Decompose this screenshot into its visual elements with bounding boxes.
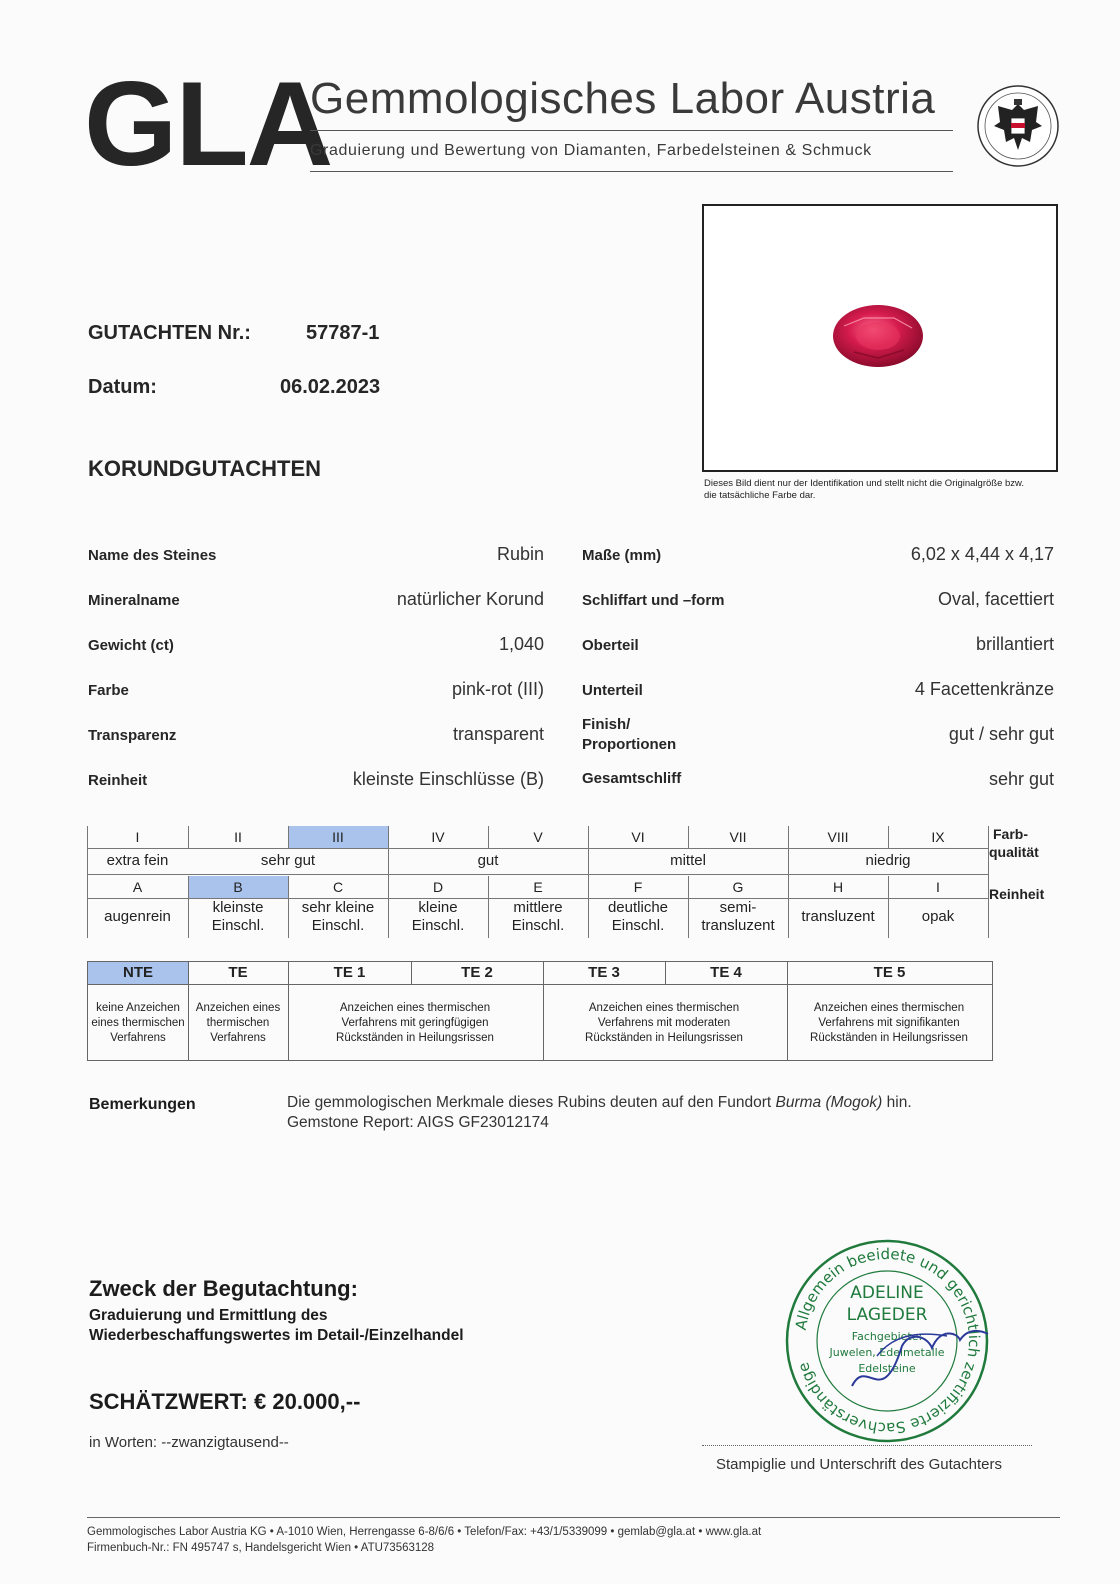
clarity-desc-line: opak — [921, 908, 955, 925]
ruby-gem-image — [704, 206, 1056, 470]
grid-line — [488, 826, 489, 848]
prop-label-mineral: Mineralname — [88, 592, 180, 609]
clarity-desc-cell — [87, 908, 188, 926]
valuation-amount: € 20.000,-- — [254, 1389, 361, 1414]
grid-line — [787, 962, 788, 1060]
valuation-label: SCHÄTZWERT: — [89, 1389, 248, 1414]
remarks-text: Die gemmologischen Merkmale dieses Rubins deuten auf den Fundort — [287, 1094, 776, 1111]
clarity-desc-line: deutliche — [607, 899, 669, 916]
treatment-desc-te5: Anzeichen eines thermischen Verfahrens mit signifikanten Rückständen in Heilungsrissen — [810, 1001, 968, 1044]
lab-subtitle: Graduierung und Bewertung von Diamanten, Farbedelsteinen & Schmuck — [310, 142, 872, 159]
report-date: 06.02.2023 — [280, 376, 381, 398]
treatment-header: TE 4 — [710, 964, 742, 981]
expert-stamp-icon — [782, 1236, 992, 1446]
prop-label-crown: Oberteil — [582, 637, 639, 654]
photo-caption: Dieses Bild dient nur der Identifikation und stellt nicht die Originalgröße bzw. die tatsächliche Farbe dar. — [704, 478, 1025, 501]
signature-line — [702, 1445, 1032, 1446]
stamp-name-1: ADELINE — [850, 1283, 924, 1303]
footer-rule — [87, 1517, 1060, 1518]
color-group-cell: extra fein — [106, 852, 169, 869]
prop-label-transparency: Transparenz — [88, 727, 177, 744]
grid-line — [488, 876, 489, 938]
clarity-desc-line: Einschl. — [411, 917, 465, 934]
clarity-desc-line: Einschl. — [311, 917, 365, 934]
prop-value-weight: 1,040 — [498, 634, 544, 654]
color-grade-cell-selected: III — [288, 826, 388, 848]
clarity-desc-cell — [388, 899, 488, 935]
treatment-desc-te: Anzeichen eines thermischen Verfahrens — [195, 1001, 281, 1044]
prop-value-transparency: transparent — [452, 724, 544, 744]
grid-line — [288, 876, 289, 938]
color-group-cell: sehr gut — [260, 852, 316, 869]
grid-line — [288, 826, 289, 848]
stamp-ring-text: Allgemein beeidete und gerichtlich zertifizierte Sachverständige — [791, 1244, 984, 1438]
clarity-grade-cell: F — [633, 879, 643, 895]
footer-line-2: Firmenbuch-Nr.: FN 495747 s, Handelsgericht Wien • ATU73563128 — [87, 1542, 435, 1554]
gla-logo: GLA — [84, 57, 332, 191]
grid-line — [188, 876, 189, 938]
report-number: 57787-1 — [306, 322, 380, 344]
clarity-desc-line: kleinste — [212, 899, 264, 916]
report-number-label: GUTACHTEN Nr.: — [88, 322, 251, 344]
grid-line — [87, 848, 988, 849]
grid-line — [87, 898, 988, 899]
prop-value-overall: sehr gut — [988, 769, 1054, 789]
report-date-label: Datum: — [88, 376, 157, 398]
purpose-line-2: Wiederbeschaffungswertes im Detail-/Einzelhandel — [89, 1327, 464, 1344]
clarity-desc-cell — [588, 899, 688, 935]
clarity-desc-cell — [288, 899, 388, 935]
prop-value-dimensions: 6,02 x 4,44 x 4,17 — [910, 544, 1054, 564]
treatment-desc-te1-te2: Anzeichen eines thermischen Verfahrens mit geringfügigen Rückständen in Heilungsrissen — [336, 1001, 494, 1044]
clarity-desc-cell — [788, 908, 888, 926]
color-group-cell: gut — [477, 852, 499, 869]
signature-caption: Stampiglie und Unterschrift des Gutachters — [716, 1456, 1002, 1473]
grid-line — [388, 826, 389, 938]
clarity-desc-line: Einschl. — [511, 917, 565, 934]
clarity-desc-cell — [888, 908, 988, 926]
clarity-desc-line: transluzent — [801, 908, 875, 925]
color-grade-cell: IX — [931, 829, 945, 845]
treatment-header: TE 2 — [461, 964, 493, 981]
stamp-line-5: Edelsteine — [858, 1362, 916, 1375]
color-grade-cell: I — [135, 829, 140, 845]
report-type: KORUNDGUTACHTEN — [88, 456, 322, 481]
color-grade-cell: VIII — [827, 829, 849, 845]
treatment-desc-te3-te4: Anzeichen eines thermischen Verfahrens mit moderaten Rückständen in Heilungsrissen — [585, 1001, 743, 1044]
clarity-grade-cell: G — [732, 879, 744, 895]
treatment-table — [87, 961, 993, 1061]
grid-line — [543, 962, 544, 1060]
color-quality-label: Farb- — [993, 826, 1028, 842]
grade-scale-table — [87, 826, 1045, 956]
treatment-header: TE 5 — [873, 964, 906, 981]
prop-value-finish: gut / sehr gut — [948, 724, 1054, 744]
clarity-desc-line: sehr kleine — [301, 899, 375, 916]
grid-line — [188, 826, 189, 848]
color-grade-cell: II — [234, 829, 242, 845]
grid-line — [988, 826, 989, 938]
purpose-title: Zweck der Begutachtung: — [89, 1276, 358, 1301]
color-group-cell: niedrig — [865, 852, 911, 869]
grid-line — [888, 876, 889, 938]
clarity-desc-cell — [488, 899, 588, 935]
valuation-words: in Worten: --zwanzigtausend-- — [89, 1434, 289, 1451]
purpose-line-1: Graduierung und Ermittlung des — [89, 1307, 328, 1324]
clarity-desc-line: mittlere — [513, 899, 563, 916]
remarks-line-2: Gemstone Report: AIGS GF23012174 — [287, 1114, 549, 1131]
prop-label-cut: Schliffart und –form — [582, 592, 725, 609]
header-rule-bottom — [310, 171, 953, 172]
grid-line — [288, 962, 289, 1060]
prop-label-stone-name: Name des Steines — [88, 547, 217, 564]
prop-value-stone-name: Rubin — [496, 544, 544, 564]
stamp-line-4: Juwelen, Edelmetalle — [829, 1346, 945, 1359]
gem-photo-frame — [702, 204, 1058, 472]
grid-line — [188, 962, 189, 1060]
prop-label-proportions: Proportionen — [582, 736, 677, 753]
prop-value-cut: Oval, facettiert — [937, 589, 1054, 609]
clarity-grade-cell: D — [432, 879, 444, 895]
grid-line — [888, 826, 889, 848]
prop-label-pavilion: Unterteil — [582, 682, 643, 699]
remarks-label: Bemerkungen — [89, 1096, 196, 1113]
grid-line — [588, 826, 589, 938]
prop-value-crown: brillantiert — [975, 634, 1054, 654]
prop-value-mineral: natürlicher Korund — [396, 589, 544, 609]
lab-name: Gemmologisches Labor Austria — [310, 74, 936, 123]
grid-line — [688, 876, 689, 938]
header-rule-top — [310, 130, 953, 131]
remarks-text: hin. — [882, 1094, 912, 1111]
clarity-desc-line: semi- — [719, 899, 757, 916]
clarity-desc-cell — [188, 899, 288, 935]
prop-label-overall: Gesamtschliff — [582, 770, 682, 787]
color-quality-label: qualität — [989, 844, 1039, 860]
remarks-line-1 — [287, 1094, 912, 1112]
color-group-cell: mittel — [670, 852, 706, 869]
clarity-grade-cell: A — [132, 879, 143, 895]
clarity-desc-line: kleine — [418, 899, 458, 916]
grid-line — [665, 962, 666, 984]
clarity-desc-line: augenrein — [104, 908, 171, 925]
treatment-header-selected: NTE — [88, 962, 188, 984]
austrian-eagle-crest-icon — [976, 82, 1060, 170]
color-grade-cell: V — [533, 829, 543, 845]
stamp-line-3: Fachgebiete: — [851, 1330, 923, 1343]
prop-label-dimensions: Maße (mm) — [582, 547, 662, 564]
prop-value-color: pink-rot (III) — [451, 679, 544, 699]
clarity-desc-line: Einschl. — [611, 917, 665, 934]
grid-line — [87, 826, 88, 938]
clarity-grade-cell-selected: B — [188, 876, 288, 898]
valuation — [89, 1389, 360, 1415]
clarity-desc-cell — [688, 899, 788, 935]
treatment-header: TE 3 — [588, 964, 620, 981]
clarity-desc-line: transluzent — [701, 917, 775, 934]
grid-line — [411, 962, 412, 984]
footer-line-1: Gemmologisches Labor Austria KG • A-1010 Wien, Herrengasse 6-8/6/6 • Telefon/Fax: +43/1/5339099 • gemlab@gla.at • www.gla.at — [87, 1526, 762, 1538]
color-grade-cell: IV — [431, 829, 445, 845]
grid-line — [688, 826, 689, 848]
clarity-grade-cell: E — [533, 879, 543, 895]
clarity-grade-cell: C — [332, 879, 344, 895]
grid-line — [87, 874, 988, 875]
treatment-desc-nte: keine Anzeichen eines thermischen Verfahrens — [91, 1001, 185, 1044]
grid-line — [788, 826, 789, 938]
color-grade-cell: VII — [729, 829, 747, 845]
clarity-label: Reinheit — [989, 886, 1045, 902]
treatment-header: TE — [228, 964, 248, 981]
prop-value-pavilion: 4 Facettenkränze — [914, 679, 1054, 699]
remarks-origin: Burma (Mogok) — [775, 1094, 883, 1111]
prop-label-clarity: Reinheit — [88, 772, 148, 789]
color-grade-cell: VI — [631, 829, 645, 845]
prop-label-weight: Gewicht (ct) — [88, 637, 174, 654]
clarity-grade-cell: I — [936, 879, 940, 895]
prop-value-clarity: kleinste Einschlüsse (B) — [352, 769, 544, 789]
clarity-desc-line: Einschl. — [211, 917, 265, 934]
stamp-name-2: LAGEDER — [846, 1305, 928, 1325]
prop-label-color: Farbe — [88, 682, 129, 699]
prop-label-finish: Finish/ — [582, 716, 631, 733]
clarity-grade-cell: H — [832, 879, 844, 895]
treatment-header: TE 1 — [333, 964, 366, 981]
